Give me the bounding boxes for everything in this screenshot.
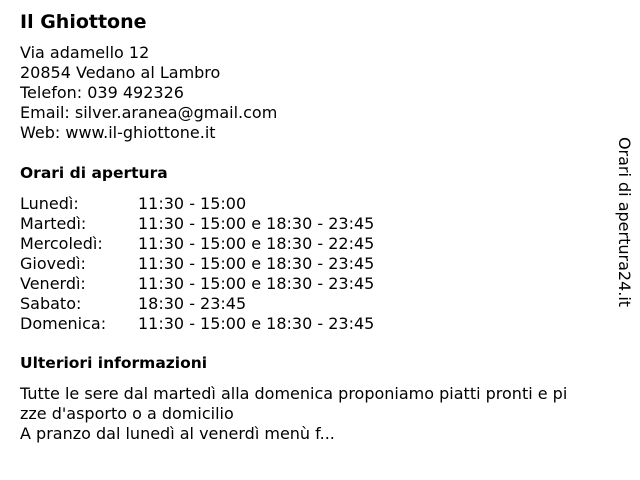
hours-time: 11:30 - 15:00 e 18:30 - 23:45	[138, 314, 375, 333]
further-info-text	[20, 384, 610, 444]
hours-day: Mercoledì:	[20, 234, 103, 253]
site-logo-text: Orari di apertura24.it	[615, 136, 634, 308]
hours-time: 11:30 - 15:00 e 18:30 - 22:45	[138, 234, 375, 253]
hours-time: 11:30 - 15:00 e 18:30 - 23:45	[138, 214, 375, 233]
business-name: Il Ghiottone	[20, 11, 147, 33]
hours-time: 11:30 - 15:00 e 18:30 - 23:45	[138, 274, 375, 293]
address-street: Via adamello 12	[20, 43, 150, 62]
hours-day: Sabato:	[20, 294, 82, 313]
address-block	[20, 43, 277, 143]
address-city: 20854 Vedano al Lambro	[20, 63, 221, 82]
info-line: A pranzo dal lunedì al venerdì menù f...	[20, 424, 335, 443]
hours-time: 11:30 - 15:00 e 18:30 - 23:45	[138, 254, 375, 273]
hours-day: Venerdì:	[20, 274, 86, 293]
opening-hours-heading: Orari di apertura	[20, 164, 168, 182]
email-line: Email: silver.aranea@gmail.com	[20, 103, 278, 122]
hours-day: Giovedì:	[20, 254, 86, 273]
info-line: Tutte le sere dal martedì alla domenica proponiamo piatti pronti e pi	[20, 384, 568, 403]
hours-time: 18:30 - 23:45	[138, 294, 247, 313]
info-line: zze d'asporto o a domicilio	[20, 404, 234, 423]
hours-time: 11:30 - 15:00	[138, 194, 247, 213]
hours-day: Martedì:	[20, 214, 87, 233]
hours-day: Lunedì:	[20, 194, 79, 213]
web-line: Web: www.il-ghiottone.it	[20, 123, 216, 142]
hours-day: Domenica:	[20, 314, 107, 333]
phone-line: Telefon: 039 492326	[20, 83, 184, 102]
further-info-heading: Ulteriori informazioni	[20, 354, 208, 372]
